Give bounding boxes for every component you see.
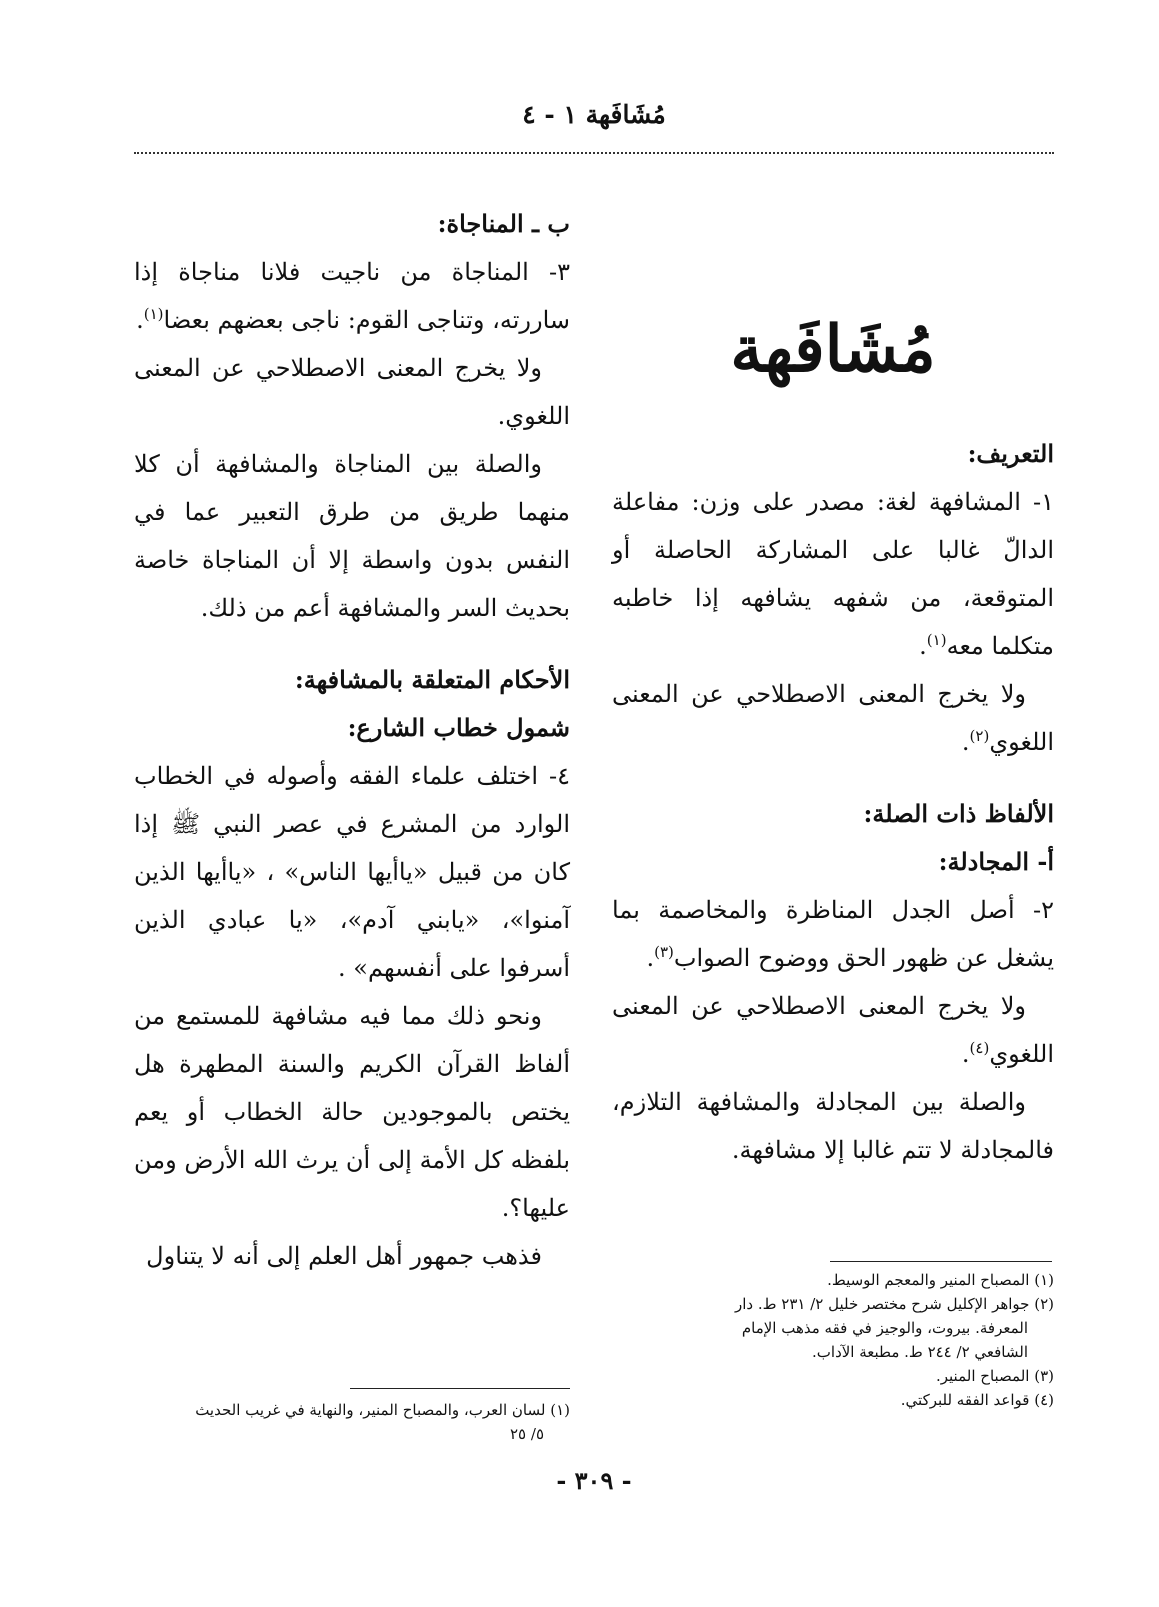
running-header: مُشَافَهة ١ - ٤ <box>522 100 666 129</box>
entry-title: مُشَافَهة <box>730 312 936 387</box>
paragraph: ٤- اختلف علماء الفقه وأصوله في الخطاب الوارد من المشرع في عصر النبي ﷺ إذا كان من قبيل «ياأيها الناس» ، «ياأيها الذين آمنوا»، «يابني آدم»، «يا عبادي الذين أسرفوا على أنفسهم» . <box>134 762 570 982</box>
footnote-ref: (٣) <box>654 943 674 961</box>
paragraph-text: ١- المشافهة لغة: مصدر على وزن: مفاعلة الدالّ غالبا على المشاركة الحاصلة أو المتوقعة، من شفهه يشافهه إذا خاطبه متكلما معه <box>612 488 1054 660</box>
paragraph: ونحو ذلك مما فيه مشافهة للمستمع من ألفاظ القرآن الكريم والسنة المطهرة هل يختص بالموجودين حالة الخطاب أو يعم بلفظه كل الأمة إلى أن يرث الله الأرض ومن عليها؟. <box>134 1002 570 1222</box>
subheading-mujadala: أ- المجادلة: <box>938 847 1054 876</box>
paragraph-text: ولا يخرج المعنى الاصطلاحي عن المعنى اللغوي <box>612 992 1054 1068</box>
paragraph: ٢- أصل الجدل المناظرة والمخاصمة بما يشغل عن ظهور الحق ووضوح الصواب$^{(٣)}$. <box>612 896 1054 972</box>
spacer <box>612 766 1054 790</box>
rulings-heading: الأحكام المتعلقة بالمشافهة: <box>294 665 570 694</box>
paragraph: والصلة بين المجادلة والمشافهة التلازم، فالمجادلة لا تتم غالبا إلا مشافهة. <box>612 1088 1054 1164</box>
footnotes-left <box>134 1398 570 1446</box>
footnotes-right <box>612 1268 1054 1412</box>
right-column <box>612 200 1054 1174</box>
paragraph-text: ولا يخرج المعنى الاصطلاحي عن المعنى اللغوي <box>612 680 1054 756</box>
footnote-continuation: المعرفة. بيروت، والوجيز في فقه مذهب الإمام <box>741 1319 1028 1337</box>
left-column <box>134 200 570 1280</box>
footnote-ref: (١) <box>143 305 164 323</box>
subheading-munajat: ب ـ المناجاة: <box>437 209 570 238</box>
subheading-scope: شمول خطاب الشارع: <box>347 713 570 742</box>
footnote: (٢) جواهر الإكليل شرح مختصر خليل ٢/ ٢٣١ ط. دار <box>735 1295 1054 1313</box>
footnote-divider <box>830 1261 1052 1262</box>
footnote-continuation: ٥/ ٢٥ <box>509 1425 544 1443</box>
footnote-continuation: الشافعي ٢/ ٢٤٤ ط. مطبعة الآداب. <box>812 1343 1028 1361</box>
footnote-ref: (٢) <box>969 727 990 745</box>
paragraph: ١- المشافهة لغة: مصدر على وزن: مفاعلة الدالّ غالبا على المشاركة الحاصلة أو المتوقعة، من شفهه يشافهه إذا خاطبه متكلما معه$^{(١)}$. <box>612 488 1054 660</box>
paragraph-text: ٣- المناجاة من ناجيت فلانا مناجاة إذا ساررته، وتناجى القوم: ناجى بعضهم بعضا <box>134 258 570 334</box>
spacer <box>134 632 570 656</box>
paragraph-text: ٢- أصل الجدل المناظرة والمخاصمة بما يشغل عن ظهور الحق ووضوح الصواب <box>612 896 1054 972</box>
footnote-ref: (١) <box>926 631 947 649</box>
page-number: - ٣٠٩ - <box>556 1466 632 1495</box>
header-divider <box>134 152 1054 154</box>
footnote: (٣) المصباح المنير. <box>935 1367 1054 1385</box>
footnote-ref: (٤) <box>969 1039 990 1057</box>
paragraph: ٣- المناجاة من ناجيت فلانا مناجاة إذا ساررته، وتناجى القوم: ناجى بعضهم بعضا$^{(١)}$. <box>134 258 570 334</box>
paragraph: والصلة بين المناجاة والمشافهة أن كلا منهما طريق من طرق التعبير عما في النفس بدون واسطة إلا أن المناجاة خاصة بحديث السر والمشافهة أعم من ذلك. <box>134 450 570 622</box>
paragraph: ولا يخرج المعنى الاصطلاحي عن المعنى اللغوي. <box>134 354 570 430</box>
paragraph: ولا يخرج المعنى الاصطلاحي عن المعنى اللغوي$^{(٤)}$. <box>612 992 1054 1068</box>
footnote: (١) المصباح المنير والمعجم الوسيط. <box>827 1271 1054 1289</box>
footnote: (١) لسان العرب، والمصباح المنير، والنهاية في غريب الحديث <box>195 1401 570 1419</box>
footnote-divider <box>350 1388 570 1389</box>
paragraph: فذهب جمهور أهل العلم إلى أنه لا يتناول <box>146 1242 542 1270</box>
footnote: (٤) قواعد الفقه للبركتي. <box>900 1391 1054 1409</box>
related-terms-heading: الألفاظ ذات الصلة: <box>863 799 1054 828</box>
paragraph: ولا يخرج المعنى الاصطلاحي عن المعنى اللغوي$^{(٢)}$. <box>612 680 1054 756</box>
definition-heading: التعريف: <box>967 439 1054 468</box>
